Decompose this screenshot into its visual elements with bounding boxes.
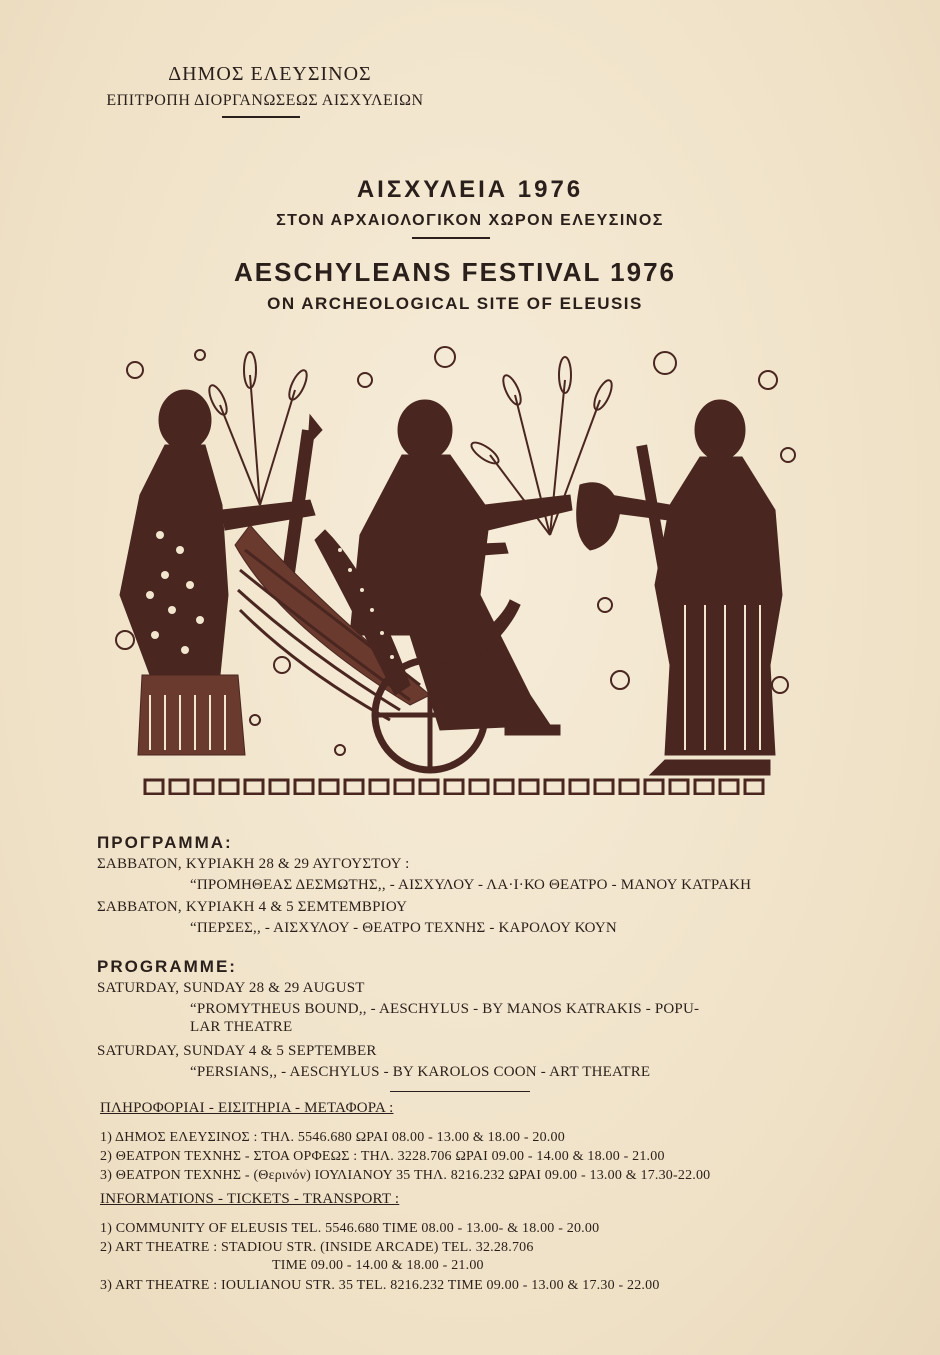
english-programme-line: SATURDAY, SUNDAY 4 & 5 SEPTEMBER — [97, 1043, 377, 1059]
left-wheat-illustration — [206, 352, 310, 505]
greek-info-line: 3) ΘΕΑΤΡΟΝ ΤΕΧΝΗΣ - (Θερινόν) ΙΟΥΛΙΑΝΟΥ 35 ΤΗΛ. 8216.232 ΩΡΑΙ 09.00 - 13.00 & 17.30-22.00 — [100, 1168, 711, 1183]
english-info-line: 3) ART THEATRE : IOULIANOU STR. 35 TEL. 8216.232 TIME 09.00 - 13.00 & 17.30 - 22.00 — [100, 1278, 660, 1293]
greek-programme-line: “ΠΡΟΜΗΘΕΑΣ ΔΕΣΜΩΤΗΣ,, - ΑΙΣΧΥΛΟΥ - ΛΑ·Ι·ΚΟ ΘΕΑΤΡΟ - ΜΑΝΟΥ ΚΑΤΡΑΚΗ — [190, 877, 752, 893]
greek-programme-heading: ΠΡΟΓΡΑΜΜΑ: — [97, 833, 233, 852]
english-programme-line: “PERSIANS,, - AESCHYLUS - BY KAROLOS COON - ART THEATRE — [190, 1064, 651, 1080]
meander-border — [145, 780, 763, 794]
greek-subtitle: ΣΤΟΝ ΑΡΧΑΙΟΛΟΓΙΚΟΝ ΧΩΡΟΝ ΕΛΕΥΣΙΝΟΣ — [276, 212, 664, 229]
greek-programme-line: ΣΑΒΒΑΤΟΝ, ΚΥΡΙΑΚΗ 28 & 29 ΑΥΓΟΥΣΤΟΥ : — [97, 856, 410, 872]
english-info-line: 1) COMMUNITY OF ELEUSIS TEL. 5546.680 TIME 08.00 - 13.00- & 18.00 - 20.00 — [100, 1221, 600, 1236]
english-programme-line: LAR THEATRE — [190, 1019, 293, 1035]
english-programme-line: SATURDAY, SUNDAY 28 & 29 AUGUST — [97, 980, 365, 996]
greek-info-line: 2) ΘΕΑΤΡΟΝ ΤΕΧΝΗΣ - ΣΤΟΑ ΟΡΦΕΩΣ : ΤΗΛ. 3228.706 ΩΡΑΙ 09.00 - 14.00 & 18.00 - 21.00 — [100, 1149, 665, 1164]
greek-title: ΑΙΣΧΥΛΕΙΑ 1976 — [356, 176, 584, 203]
english-programme-heading: PROGRAMME: — [97, 957, 237, 976]
info-divider — [390, 1091, 530, 1092]
english-info-line: 2) ART THEATRE : STADIOU STR. (INSIDE ARCADE) TEL. 32.28.706 — [100, 1240, 534, 1255]
committee-heading: ΕΠΙΤΡΟΠΗ ΔΙΟΡΓΑΝΩΣΕΩΣ ΑΙΣΧΥΛΕΙΩΝ — [106, 92, 424, 109]
greek-programme-line: ΣΑΒΒΑΤΟΝ, ΚΥΡΙΑΚΗ 4 & 5 ΣΕΜΤΕΜΒΡΙΟΥ — [97, 899, 408, 915]
english-info-line: TIME 09.00 - 14.00 & 18.00 - 21.00 — [272, 1258, 484, 1273]
right-figure-illustration — [610, 400, 782, 775]
greek-programme-line: “ΠΕΡΣΕΣ,, - ΑΙΣΧΥΛΟΥ - ΘΕΑΤΡΟ ΤΕΧΝΗΣ - ΚΑΡΟΛΟΥ ΚΟΥΝ — [190, 920, 617, 936]
header-divider — [222, 116, 300, 118]
greek-info-heading: ΠΛΗΡΟΦΟΡΙΑΙ - ΕΙΣΙΤΗΡΙΑ - ΜΕΤΑΦΟΡΑ : — [100, 1100, 394, 1116]
title-divider — [412, 237, 490, 239]
municipality-heading: ΔΗΜΟΣ ΕΛΕΥΣΙΝΟΣ — [168, 63, 372, 85]
jug-illustration — [577, 483, 620, 550]
greek-info-line: 1) ΔΗΜΟΣ ΕΛΕΥΣΙΝΟΣ : ΤΗΛ. 5546.680 ΩΡΑΙ 08.00 - 13.00 & 18.00 - 20.00 — [100, 1130, 565, 1145]
english-programme-line: “PROMYTHEUS BOUND,, - AESCHYLUS - BY MANOS KATRAKIS - POPU- — [190, 1001, 700, 1017]
greek-vase-figures-illustration — [110, 335, 820, 795]
english-subtitle: ON ARCHEOLOGICAL SITE OF ELEUSIS — [267, 294, 643, 313]
english-info-heading: INFORMATIONS - TICKETS - TRANSPORT : — [100, 1191, 400, 1207]
central-figure-illustration — [235, 400, 572, 770]
english-title: AESCHYLEANS FESTIVAL 1976 — [233, 257, 677, 287]
